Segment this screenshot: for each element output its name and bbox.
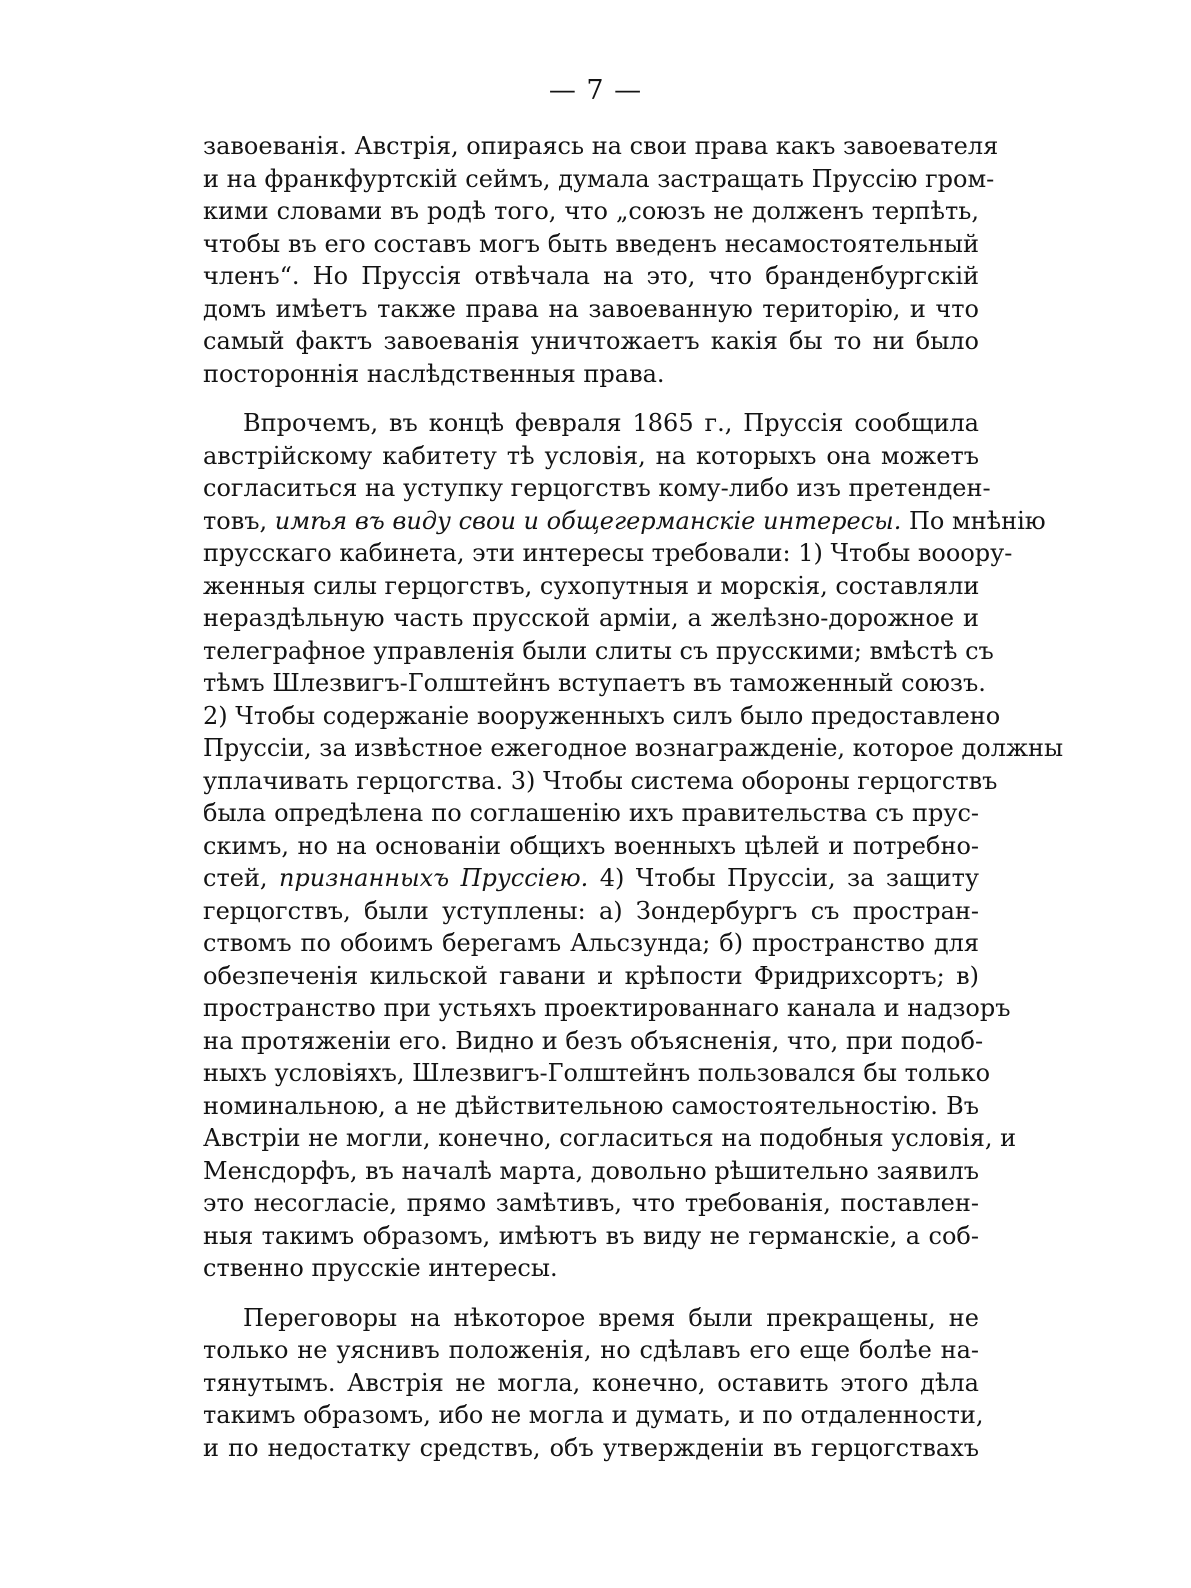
paragraph (203, 1302, 984, 1465)
text-line: чтобы въ его составъ могъ быть введенъ несамостоятельный (203, 229, 979, 258)
text-line (203, 862, 979, 895)
text-line (203, 505, 1046, 538)
text-line: только не уяснивъ положенія, но сдѣлавъ его еще болѣе на- (203, 1336, 979, 1364)
text-line: герцогствъ, были уступлены: а) Зондербургъ съ простран- (203, 896, 979, 925)
text-line: уплачивать герцогства. 3) Чтобы система обороны герцогствъ (203, 766, 998, 795)
text-line: номинальною, а не дѣйствительною самостоятельностію. Въ (203, 1091, 979, 1120)
text-line: ственно прусскіе интересы. (203, 1254, 558, 1282)
text-line: ствомъ по обоимъ берегамъ Альсзунда; б) пространство для (203, 929, 979, 957)
text-line: такимъ образомъ, ибо не могла и думать, и по отдаленности, (203, 1401, 984, 1429)
italic-phrase: имѣя въ виду свои и общегерманскіе интересы. (274, 506, 902, 535)
text-segment: стей, (203, 864, 279, 892)
text-line: членъ“. Но Пруссія отвѣчала на это, что бранденбургскій (203, 262, 979, 290)
text-segment: товъ, (203, 506, 275, 535)
text-line: 2) Чтобы содержаніе вооруженныхъ силъ было предоставлено (203, 701, 1001, 730)
page-number: — 7 — (548, 75, 643, 106)
text-line: обезпеченія кильской гавани и крѣпости Фридрихсортъ; в) (203, 961, 979, 990)
paragraph (203, 407, 1064, 1285)
text-line: скимъ, но на основаніи общихъ военныхъ цѣлей и потребно- (203, 831, 979, 860)
text-line: австрійскому кабитету тѣ условія, на которыхъ она можетъ (203, 441, 979, 470)
text-line: самый фактъ завоеванія уничтожаетъ какія бы то ни было (203, 327, 979, 355)
text-line: кими словами въ родѣ того, что „союзъ не долженъ терпѣть, (203, 197, 979, 225)
text-line: Менсдорфъ, въ началѣ марта, довольно рѣшительно заявилъ (203, 1156, 979, 1185)
text-line: женныя силы герцогствъ, сухопутныя и морскія, составляли (203, 571, 980, 600)
text-segment: По мнѣнію (901, 506, 1046, 535)
text-line: согласиться на уступку герцогствъ кому-либо изъ претенден- (203, 474, 991, 502)
text-line: ныя такимъ образомъ, имѣютъ въ виду не германскіе, а соб- (203, 1221, 979, 1250)
text-line: тѣмъ Шлезвигъ-Голштейнъ вступаетъ въ таможенный союзъ. (203, 669, 986, 697)
text-segment: 4) Чтобы Пруссіи, за защиту (588, 864, 979, 892)
text-line: завоеванія. Австрія, опираясь на свои права какъ завоевателя (203, 132, 999, 160)
text-line: постороннія наслѣдственныя права. (203, 359, 665, 388)
text-line: и по недостатку средствъ, объ утвержденіи въ герцогствахъ (203, 1433, 979, 1462)
text-line: Пруссіи, за извѣстное ежегодное вознагражденіе, которое должны (203, 734, 1064, 762)
text-line: пространство при устьяхъ проектированнаго канала и надзоръ (203, 994, 1011, 1022)
text-line: была опредѣлена по соглашенію ихъ правительства съ прус- (203, 799, 979, 827)
page-body (203, 130, 1064, 1464)
text-line: на протяженіи его. Видно и безъ объясненія, что, при подоб- (203, 1026, 984, 1055)
text-line: прусскаго кабинета, эти интересы требовали: 1) Чтобы вооору- (203, 539, 1013, 567)
text-line: телеграфное управленія были слиты съ прусскими; вмѣстѣ съ (203, 636, 994, 665)
text-line: тянутымъ. Австрія не могла, конечно, оставить этого дѣла (203, 1368, 979, 1397)
text-line: Впрочемъ, въ концѣ февраля 1865 г., Пруссія сообщила (243, 409, 979, 437)
text-line: Переговоры на нѣкоторое время были прекращены, не (243, 1303, 979, 1332)
text-line: ныхъ условіяхъ, Шлезвигъ-Голштейнъ пользовался бы только (203, 1059, 991, 1087)
text-line: нераздѣльную часть прусской арміи, а желѣзно-дорожное и (203, 604, 979, 632)
italic-phrase: признанныхъ Пруссіею. (278, 864, 589, 892)
text-line: это несогласіе, прямо замѣтивъ, что требованія, поставлен- (203, 1189, 979, 1217)
text-line: и на франкфуртскій сеймъ, думала застращать Пруссію гром- (203, 164, 995, 193)
text-line: Австріи не могли, конечно, согласиться на подобныя условія, и (203, 1124, 1017, 1152)
paragraph (203, 130, 999, 390)
text-line: домъ имѣетъ также права на завоеванную територію, и что (203, 294, 979, 323)
